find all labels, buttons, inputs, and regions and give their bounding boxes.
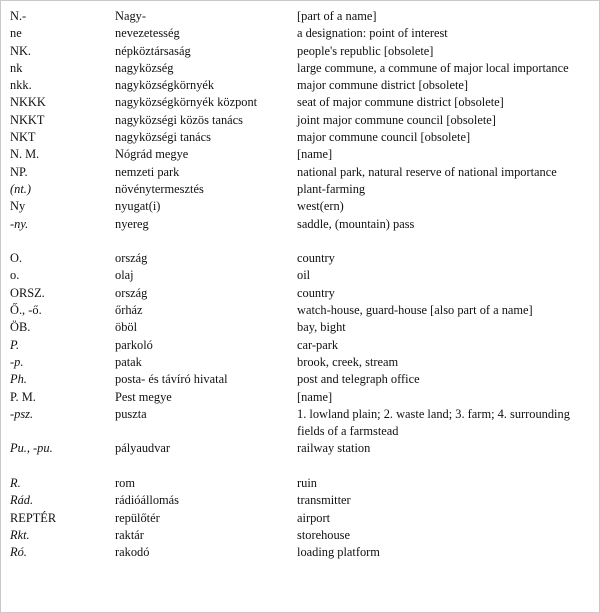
english-meaning-cell: west(ern)	[297, 199, 344, 214]
glossary-row	[10, 510, 595, 527]
glossary-row	[10, 94, 595, 111]
glossary-row	[10, 60, 595, 77]
glossary-row	[10, 129, 595, 146]
english-meaning-cell: ruin	[297, 476, 317, 491]
abbreviation-cell: Pu., -pu.	[10, 441, 53, 456]
glossary-section-r	[10, 475, 595, 561]
glossary-row	[10, 267, 595, 284]
abbreviation-glossary	[10, 8, 595, 562]
section-spacer	[10, 458, 595, 475]
glossary-row	[10, 77, 595, 94]
hungarian-term-cell: Nógrád megye	[115, 147, 189, 162]
abbreviation-cell: P.	[10, 337, 20, 352]
english-meaning-cell: seat of major commune district [obsolete]	[297, 95, 504, 110]
glossary-row	[10, 406, 595, 441]
english-meaning-cell: railway station	[297, 441, 371, 456]
glossary-row	[10, 371, 595, 388]
hungarian-term-cell: nemzeti park	[115, 164, 180, 179]
abbreviation-cell: O.	[10, 251, 23, 266]
abbreviation-cell: Ph.	[10, 372, 27, 387]
abbreviation-cell: NK.	[10, 43, 31, 58]
english-meaning-cell: country	[297, 251, 335, 266]
hungarian-term-cell: növénytermesztés	[115, 181, 204, 196]
hungarian-term-cell: nagyközségi közös tanács	[115, 112, 243, 127]
glossary-row	[10, 181, 595, 198]
abbreviation-cell: Rkt.	[10, 527, 30, 542]
english-meaning-cell: plant-farming	[297, 181, 366, 196]
hungarian-term-cell: rádióállomás	[115, 493, 179, 508]
glossary-row	[10, 544, 595, 561]
abbreviation-cell: P. M.	[10, 389, 36, 404]
glossary-row	[10, 389, 595, 406]
glossary-row	[10, 8, 595, 25]
english-meaning-cell: loading platform	[297, 545, 380, 560]
english-meaning-cell: watch-house, guard-house [also part of a name]	[297, 303, 533, 318]
hungarian-term-cell: Nagy-	[115, 9, 146, 23]
hungarian-term-cell: ország	[115, 251, 148, 266]
english-meaning-cell: brook, creek, stream	[297, 354, 399, 369]
hungarian-term-cell: nagyközségkörnyék központ	[115, 95, 258, 110]
english-meaning-cell: [name]	[297, 147, 333, 162]
glossary-row	[10, 302, 595, 319]
english-meaning-cell: oil	[297, 268, 311, 283]
glossary-row	[10, 492, 595, 509]
abbreviation-cell: ORSZ.	[10, 285, 45, 300]
english-meaning-cell: national park, natural reserve of national importance	[297, 164, 557, 179]
glossary-row	[10, 527, 595, 544]
hungarian-term-cell: ország	[115, 285, 148, 300]
abbreviation-cell: Ő., -ő.	[10, 303, 42, 318]
hungarian-term-cell: olaj	[115, 268, 134, 283]
abbreviation-cell: nkk.	[10, 78, 32, 93]
hungarian-term-cell: patak	[115, 354, 142, 369]
english-meaning-cell: joint major commune council [obsolete]	[297, 112, 496, 127]
hungarian-term-cell: pályaudvar	[115, 441, 171, 456]
glossary-row	[10, 25, 595, 42]
hungarian-term-cell: népköztársaság	[115, 43, 191, 58]
hungarian-term-cell: parkoló	[115, 337, 153, 352]
hungarian-term-cell: posta- és távíró hivatal	[115, 372, 228, 387]
hungarian-term-cell: repülőtér	[115, 510, 160, 525]
english-meaning-cell: major commune council [obsolete]	[297, 130, 471, 145]
abbreviation-cell: -ny.	[10, 216, 29, 231]
hungarian-term-cell: nyereg	[115, 216, 149, 231]
glossary-row	[10, 319, 595, 336]
abbreviation-cell: NKKK	[10, 95, 46, 110]
hungarian-term-cell: öböl	[115, 320, 138, 335]
abbreviation-cell: Ró.	[10, 545, 27, 560]
abbreviation-cell: N. M.	[10, 147, 40, 162]
english-meaning-cell: bay, bight	[297, 320, 346, 335]
glossary-row	[10, 337, 595, 354]
english-meaning-cell: airport	[297, 510, 331, 525]
glossary-row	[10, 216, 595, 233]
english-meaning-cell: [part of a name]	[297, 9, 377, 23]
glossary-row	[10, 43, 595, 60]
hungarian-term-cell: nagyközségi tanács	[115, 130, 211, 145]
glossary-row	[10, 285, 595, 302]
english-meaning-cell: large commune, a commune of major local importance	[297, 60, 569, 75]
hungarian-term-cell: rakodó	[115, 545, 150, 560]
hungarian-term-cell: nagyközségkörnyék	[115, 78, 215, 93]
english-meaning-cell: transmitter	[297, 493, 351, 508]
english-meaning-cell: car-park	[297, 337, 339, 352]
abbreviation-cell: R.	[10, 476, 21, 491]
abbreviation-cell: ÖB.	[10, 320, 31, 335]
glossary-row	[10, 198, 595, 215]
abbreviation-cell: N.-	[10, 9, 27, 23]
abbreviation-cell: NKT	[10, 130, 36, 145]
abbreviation-cell: NKKT	[10, 112, 45, 127]
english-meaning-cell: 1. lowland plain; 2. waste land; 3. farm; 4. surrounding fields of a farmstead	[297, 406, 570, 439]
glossary-section-o-p	[10, 250, 595, 458]
section-spacer	[10, 233, 595, 250]
hungarian-term-cell: raktár	[115, 527, 144, 542]
abbreviation-cell: o.	[10, 268, 20, 283]
glossary-row	[10, 440, 595, 457]
hungarian-term-cell: Pest megye	[115, 389, 172, 404]
abbreviation-cell: ne	[10, 26, 22, 41]
glossary-section-n	[10, 8, 595, 233]
glossary-row	[10, 354, 595, 371]
english-meaning-cell: [name]	[297, 389, 333, 404]
hungarian-term-cell: puszta	[115, 406, 147, 421]
glossary-row	[10, 164, 595, 181]
hungarian-term-cell: nyugat(i)	[115, 199, 161, 214]
abbreviation-cell: Ny	[10, 199, 26, 214]
glossary-row	[10, 475, 595, 492]
english-meaning-cell: a designation: point of interest	[297, 26, 448, 41]
abbreviation-cell: REPTÉR	[10, 510, 57, 525]
english-meaning-cell: country	[297, 285, 335, 300]
english-meaning-cell: storehouse	[297, 527, 350, 542]
glossary-row	[10, 146, 595, 163]
abbreviation-cell: Rád.	[10, 493, 34, 508]
hungarian-term-cell: nagyközség	[115, 60, 174, 75]
hungarian-term-cell: rom	[115, 476, 135, 491]
hungarian-term-cell: őrház	[115, 303, 143, 318]
abbreviation-cell: NP.	[10, 164, 28, 179]
hungarian-term-cell: nevezetesség	[115, 26, 180, 41]
abbreviation-cell: -p.	[10, 354, 24, 369]
english-meaning-cell: post and telegraph office	[297, 372, 420, 387]
abbreviation-cell: -psz.	[10, 406, 34, 421]
english-meaning-cell: people's republic [obsolete]	[297, 43, 434, 58]
english-meaning-cell: major commune district [obsolete]	[297, 78, 469, 93]
abbreviation-cell: (nt.)	[10, 181, 31, 196]
glossary-row	[10, 112, 595, 129]
english-meaning-cell: saddle, (mountain) pass	[297, 216, 415, 231]
abbreviation-cell: nk	[10, 60, 23, 75]
glossary-row	[10, 250, 595, 267]
